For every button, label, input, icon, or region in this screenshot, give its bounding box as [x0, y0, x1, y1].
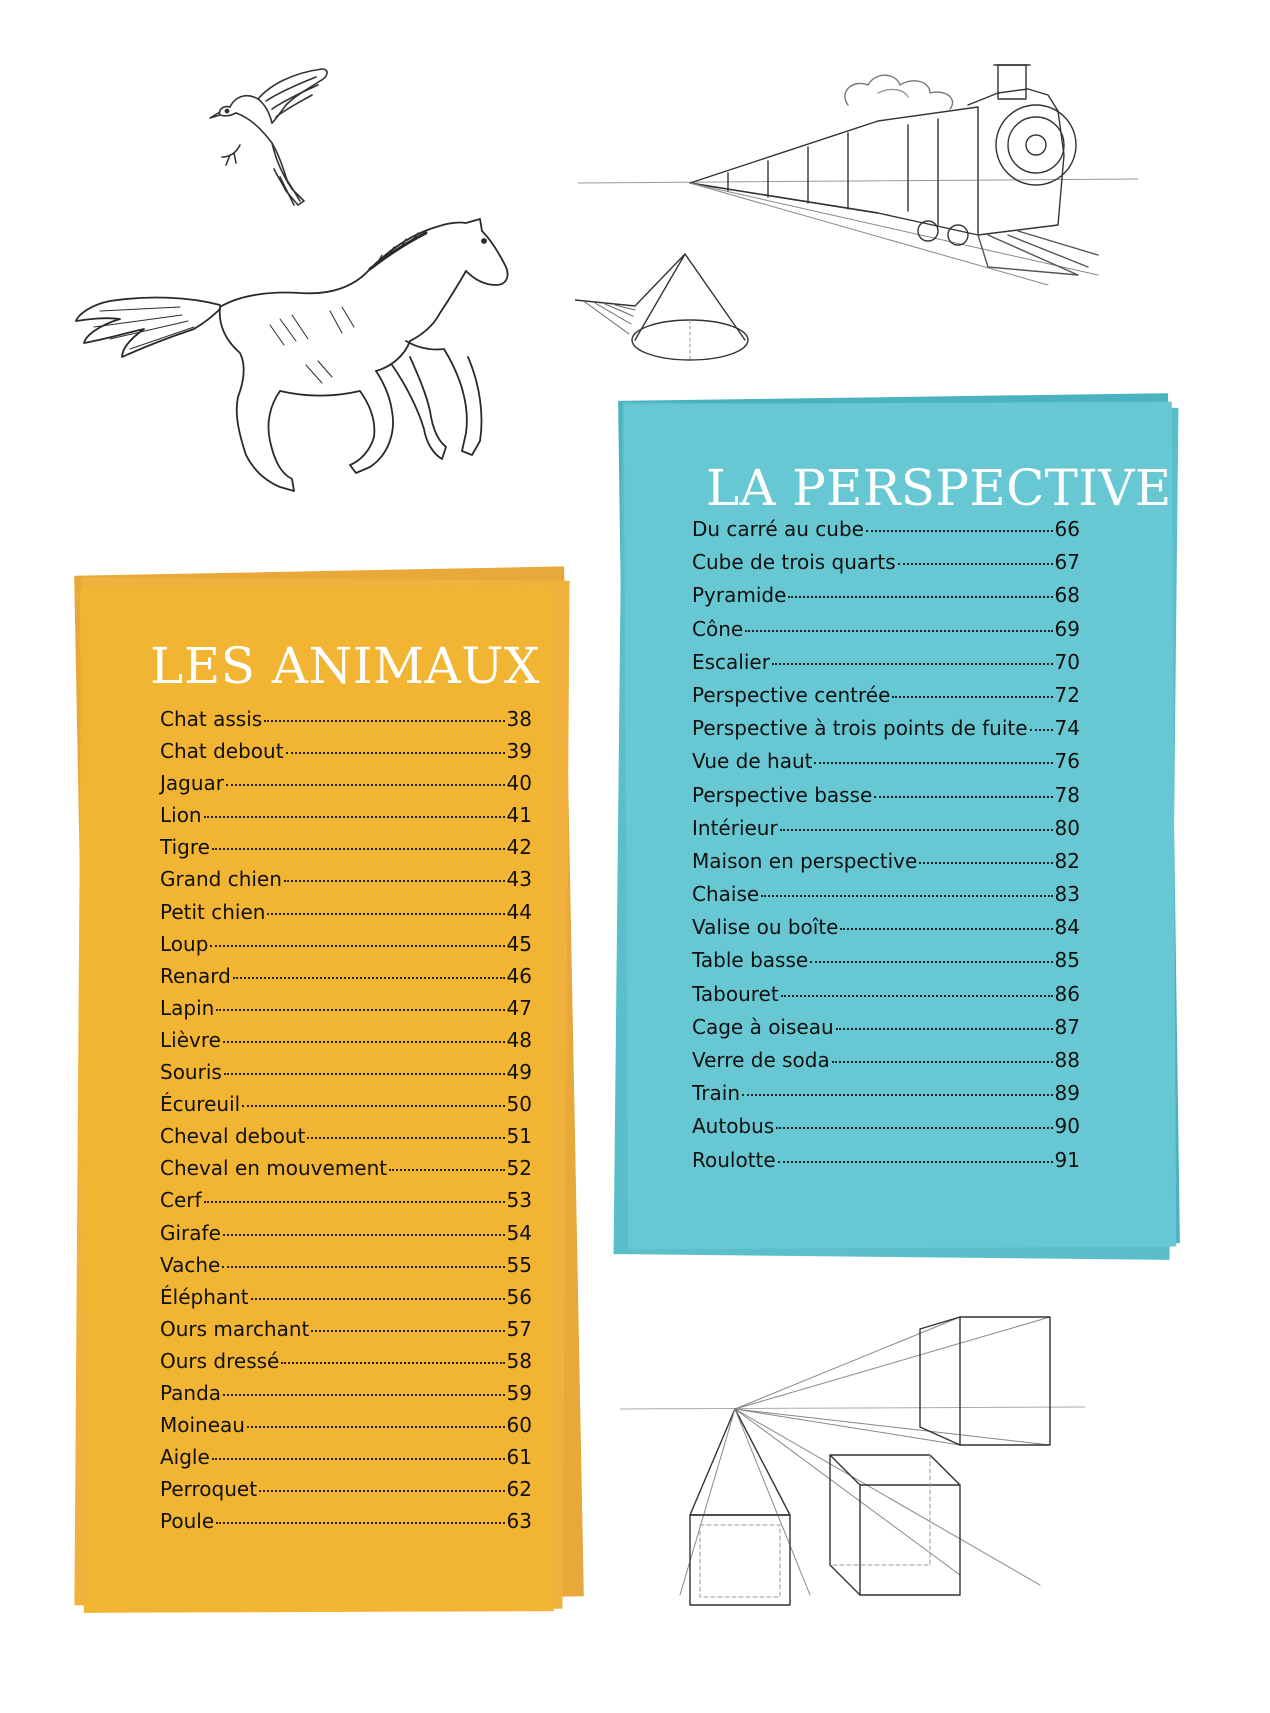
toc-entry[interactable] [160, 867, 532, 899]
toc-dot-leader [1030, 729, 1053, 731]
toc-entry-page: 80 [1054, 815, 1080, 840]
toc-entry[interactable] [692, 783, 1080, 816]
toc-dot-leader [836, 1028, 1053, 1030]
toc-entry-page: 63 [506, 1509, 532, 1534]
toc-dot-leader [281, 1362, 504, 1364]
toc-entry-label: Pyramide [692, 583, 787, 608]
toc-entry[interactable] [692, 882, 1080, 915]
toc-entry-label: Cube de trois quarts [692, 550, 896, 575]
toc-entry[interactable] [692, 1015, 1080, 1048]
toc-entry-label: Cerf [160, 1188, 202, 1213]
toc-dot-leader [919, 862, 1052, 864]
toc-entry-label: Chat assis [160, 707, 263, 731]
toc-dot-leader [210, 945, 504, 947]
horse-sketch [70, 215, 530, 505]
toc-entry-page: 55 [506, 1252, 532, 1277]
toc-entry-label: Petit chien [160, 899, 266, 924]
toc-entry-label: Perspective à trois points de fuite [692, 716, 1028, 741]
toc-entry-label: Lièvre [160, 1027, 221, 1052]
toc-dot-leader [788, 596, 1052, 598]
toc-dot-leader [223, 1041, 505, 1043]
toc-entry-label: Du carré au cube [692, 517, 864, 541]
toc-dot-leader [251, 1298, 505, 1300]
toc-entry-page: 49 [506, 1060, 532, 1085]
toc-entry[interactable] [160, 1285, 532, 1317]
toc-entry-page: 45 [506, 931, 532, 956]
animals-toc-list [160, 707, 532, 1541]
toc-entry-page: 85 [1054, 948, 1080, 973]
toc-entry-label: Chat debout [160, 739, 284, 764]
toc-entry-page: 84 [1054, 915, 1080, 940]
toc-entry-label: Aigle [160, 1445, 210, 1470]
toc-entry-label: Ours marchant [160, 1316, 310, 1341]
perspective-toc-list [692, 517, 1080, 1181]
toc-entry-page: 40 [506, 771, 532, 796]
toc-dot-leader [259, 1490, 504, 1492]
toc-entry[interactable] [692, 948, 1080, 981]
toc-entry-page: 91 [1054, 1147, 1080, 1172]
toc-entry[interactable] [160, 803, 532, 835]
toc-entry[interactable] [160, 1413, 532, 1445]
toc-dot-leader [223, 1394, 505, 1396]
toc-dot-leader [892, 696, 1052, 698]
toc-entry-page: 72 [1054, 682, 1080, 707]
toc-entry-page: 87 [1054, 1014, 1080, 1039]
toc-dot-leader [778, 1161, 1053, 1163]
toc-entry-label: Poule [160, 1509, 215, 1534]
toc-entry-label: Autobus [692, 1114, 775, 1139]
toc-dot-leader [216, 1009, 504, 1011]
toc-entry-label: Table basse [692, 948, 809, 973]
toc-entry-page: 57 [506, 1316, 532, 1341]
toc-entry[interactable] [692, 849, 1080, 882]
toc-entry-label: Girafe [160, 1220, 221, 1245]
toc-entry[interactable] [160, 1445, 532, 1477]
toc-entry-page: 62 [506, 1477, 532, 1502]
toc-entry[interactable] [692, 816, 1080, 849]
toc-entry-page: 70 [1054, 649, 1080, 674]
toc-dot-leader [226, 784, 505, 786]
toc-dot-leader [204, 816, 505, 818]
toc-dot-leader [742, 1094, 1053, 1096]
toc-entry-label: Tabouret [692, 981, 779, 1006]
toc-dot-leader [307, 1137, 504, 1139]
toc-entry[interactable] [160, 1509, 532, 1541]
toc-entry-label: Écureuil [160, 1092, 241, 1117]
toc-entry-label: Cage à oiseau [692, 1014, 834, 1039]
toc-entry-page: 76 [1054, 749, 1080, 774]
toc-dot-leader [264, 720, 504, 722]
toc-entry-page: 58 [506, 1348, 532, 1373]
toc-entry-page: 86 [1054, 981, 1080, 1006]
toc-entry[interactable] [160, 1092, 532, 1124]
animals-toc-panel [70, 565, 590, 1620]
toc-entry-label: Lapin [160, 995, 215, 1020]
toc-entry[interactable] [160, 932, 532, 964]
toc-entry-label: Renard [160, 963, 231, 988]
toc-dot-leader [212, 1458, 505, 1460]
toc-dot-leader [840, 928, 1052, 930]
toc-entry[interactable] [692, 749, 1080, 782]
toc-entry-label: Grand chien [160, 867, 282, 892]
toc-dot-leader [223, 1234, 505, 1236]
toc-entry-page: 39 [506, 739, 532, 764]
toc-dot-leader [866, 530, 1053, 532]
toc-entry-page: 74 [1054, 716, 1080, 741]
toc-entry-label: Cône [692, 616, 744, 641]
toc-entry-page: 78 [1054, 782, 1080, 807]
toc-entry-page: 50 [506, 1092, 532, 1117]
toc-entry[interactable] [160, 996, 532, 1028]
toc-entry-label: Cheval en mouvement [160, 1156, 388, 1181]
toc-entry[interactable] [160, 739, 532, 771]
toc-dot-leader [874, 796, 1052, 798]
toc-dot-leader [311, 1330, 504, 1332]
toc-entry-label: Maison en perspective [692, 848, 918, 873]
toc-entry[interactable] [692, 1148, 1080, 1181]
toc-entry-page: 89 [1054, 1081, 1080, 1106]
toc-entry[interactable] [160, 1060, 532, 1092]
toc-dot-leader [776, 1127, 1052, 1129]
toc-entry[interactable] [160, 771, 532, 803]
toc-entry-page: 61 [506, 1445, 532, 1470]
toc-entry-label: Vache [160, 1252, 221, 1277]
toc-entry[interactable] [160, 1221, 532, 1253]
animals-title: LES ANIMAUX [150, 637, 540, 695]
toc-entry-label: Vue de haut [692, 749, 813, 774]
toc-dot-leader [745, 630, 1052, 632]
toc-entry[interactable] [692, 1081, 1080, 1114]
toc-entry-label: Panda [160, 1380, 222, 1405]
toc-entry[interactable] [692, 915, 1080, 948]
toc-entry[interactable] [692, 517, 1080, 550]
toc-entry-page: 53 [506, 1188, 532, 1213]
toc-entry-page: 56 [506, 1284, 532, 1309]
toc-entry[interactable] [160, 1477, 532, 1509]
toc-entry[interactable] [160, 1349, 532, 1381]
toc-dot-leader [233, 977, 505, 979]
toc-entry[interactable] [692, 1114, 1080, 1147]
toc-dot-leader [216, 1522, 504, 1524]
toc-entry[interactable] [160, 1381, 532, 1413]
toc-dot-leader [389, 1169, 504, 1171]
toc-entry[interactable] [160, 900, 532, 932]
toc-entry-page: 59 [506, 1380, 532, 1405]
toc-dot-leader [267, 913, 504, 915]
perspective-toc-panel [612, 395, 1192, 1270]
toc-entry-label: Valise ou boîte [692, 915, 839, 940]
toc-entry-page: 54 [506, 1220, 532, 1245]
toc-entry-label: Verre de soda [692, 1048, 830, 1072]
toc-entry-page: 46 [506, 963, 532, 988]
toc-entry-label: Perspective basse [692, 782, 873, 807]
toc-entry-page: 42 [506, 835, 532, 860]
toc-entry-label: Perroquet [160, 1477, 258, 1502]
toc-entry-page: 51 [506, 1124, 532, 1149]
toc-dot-leader [781, 995, 1053, 997]
toc-dot-leader [224, 1073, 505, 1075]
toc-entry-label: Cheval debout [160, 1124, 306, 1149]
toc-dot-leader [898, 563, 1053, 565]
toc-dot-leader [810, 961, 1052, 963]
toc-entry-label: Intérieur [692, 815, 778, 840]
toc-entry-label: Chaise [692, 882, 760, 907]
toc-entry-page: 82 [1054, 848, 1080, 873]
toc-entry[interactable] [160, 1188, 532, 1220]
toc-dot-leader [780, 829, 1053, 831]
toc-entry-label: Train [692, 1081, 740, 1106]
toc-entry-page: 41 [506, 803, 532, 828]
toc-entry-label: Loup [160, 931, 209, 956]
toc-entry[interactable] [692, 583, 1080, 616]
toc-entry-page: 88 [1054, 1048, 1080, 1072]
toc-entry[interactable] [692, 683, 1080, 716]
toc-entry-page: 67 [1054, 550, 1080, 575]
toc-entry[interactable] [160, 1317, 532, 1349]
toc-dot-leader [204, 1201, 505, 1203]
toc-entry[interactable] [692, 1048, 1080, 1081]
toc-dot-leader [772, 663, 1053, 665]
toc-entry[interactable] [160, 1253, 532, 1285]
toc-entry-page: 60 [506, 1413, 532, 1438]
perspective-boxes-sketch [620, 1315, 1090, 1615]
perspective-title: LA PERSPECTIVE [706, 459, 1172, 517]
toc-entry-page: 69 [1054, 616, 1080, 641]
toc-entry[interactable] [692, 982, 1080, 1015]
toc-entry-page: 90 [1054, 1114, 1080, 1139]
toc-dot-leader [247, 1426, 505, 1428]
toc-dot-leader [814, 762, 1052, 764]
toc-entry[interactable] [160, 835, 532, 867]
toc-entry-label: Éléphant [160, 1284, 249, 1309]
toc-dot-leader [284, 880, 505, 882]
toc-entry-label: Souris [160, 1060, 222, 1085]
toc-entry[interactable] [160, 707, 532, 739]
bird-sketch [200, 65, 360, 230]
toc-entry-label: Tigre [160, 835, 210, 860]
toc-entry-label: Lion [160, 803, 202, 828]
toc-dot-leader [761, 895, 1052, 897]
toc-entry[interactable] [692, 617, 1080, 650]
toc-dot-leader [242, 1105, 504, 1107]
toc-dot-leader [286, 752, 505, 754]
toc-entry-label: Escalier [692, 649, 770, 674]
toc-entry-page: 83 [1054, 882, 1080, 907]
toc-entry-page: 68 [1054, 583, 1080, 608]
toc-entry-page: 66 [1054, 517, 1080, 541]
toc-entry-page: 47 [506, 995, 532, 1020]
toc-entry[interactable] [692, 716, 1080, 749]
toc-entry-label: Roulotte [692, 1147, 776, 1172]
toc-entry-label: Perspective centrée [692, 682, 891, 707]
toc-entry-page: 44 [506, 899, 532, 924]
toc-entry-label: Ours dressé [160, 1348, 280, 1373]
toc-entry[interactable] [160, 964, 532, 996]
toc-dot-leader [212, 848, 505, 850]
toc-entry[interactable] [692, 550, 1080, 583]
toc-entry-label: Moineau [160, 1413, 245, 1438]
toc-dot-leader [832, 1061, 1053, 1063]
toc-entry[interactable] [160, 1124, 532, 1156]
toc-entry[interactable] [160, 1156, 532, 1188]
toc-entry-page: 43 [506, 867, 532, 892]
toc-dot-leader [222, 1266, 504, 1268]
toc-entry[interactable] [692, 650, 1080, 683]
cone-sketch [575, 250, 775, 380]
toc-entry[interactable] [160, 1028, 532, 1060]
toc-entry-page: 48 [506, 1027, 532, 1052]
toc-entry-label: Jaguar [160, 771, 225, 796]
toc-entry-page: 38 [506, 707, 532, 731]
toc-entry-page: 52 [506, 1156, 532, 1181]
